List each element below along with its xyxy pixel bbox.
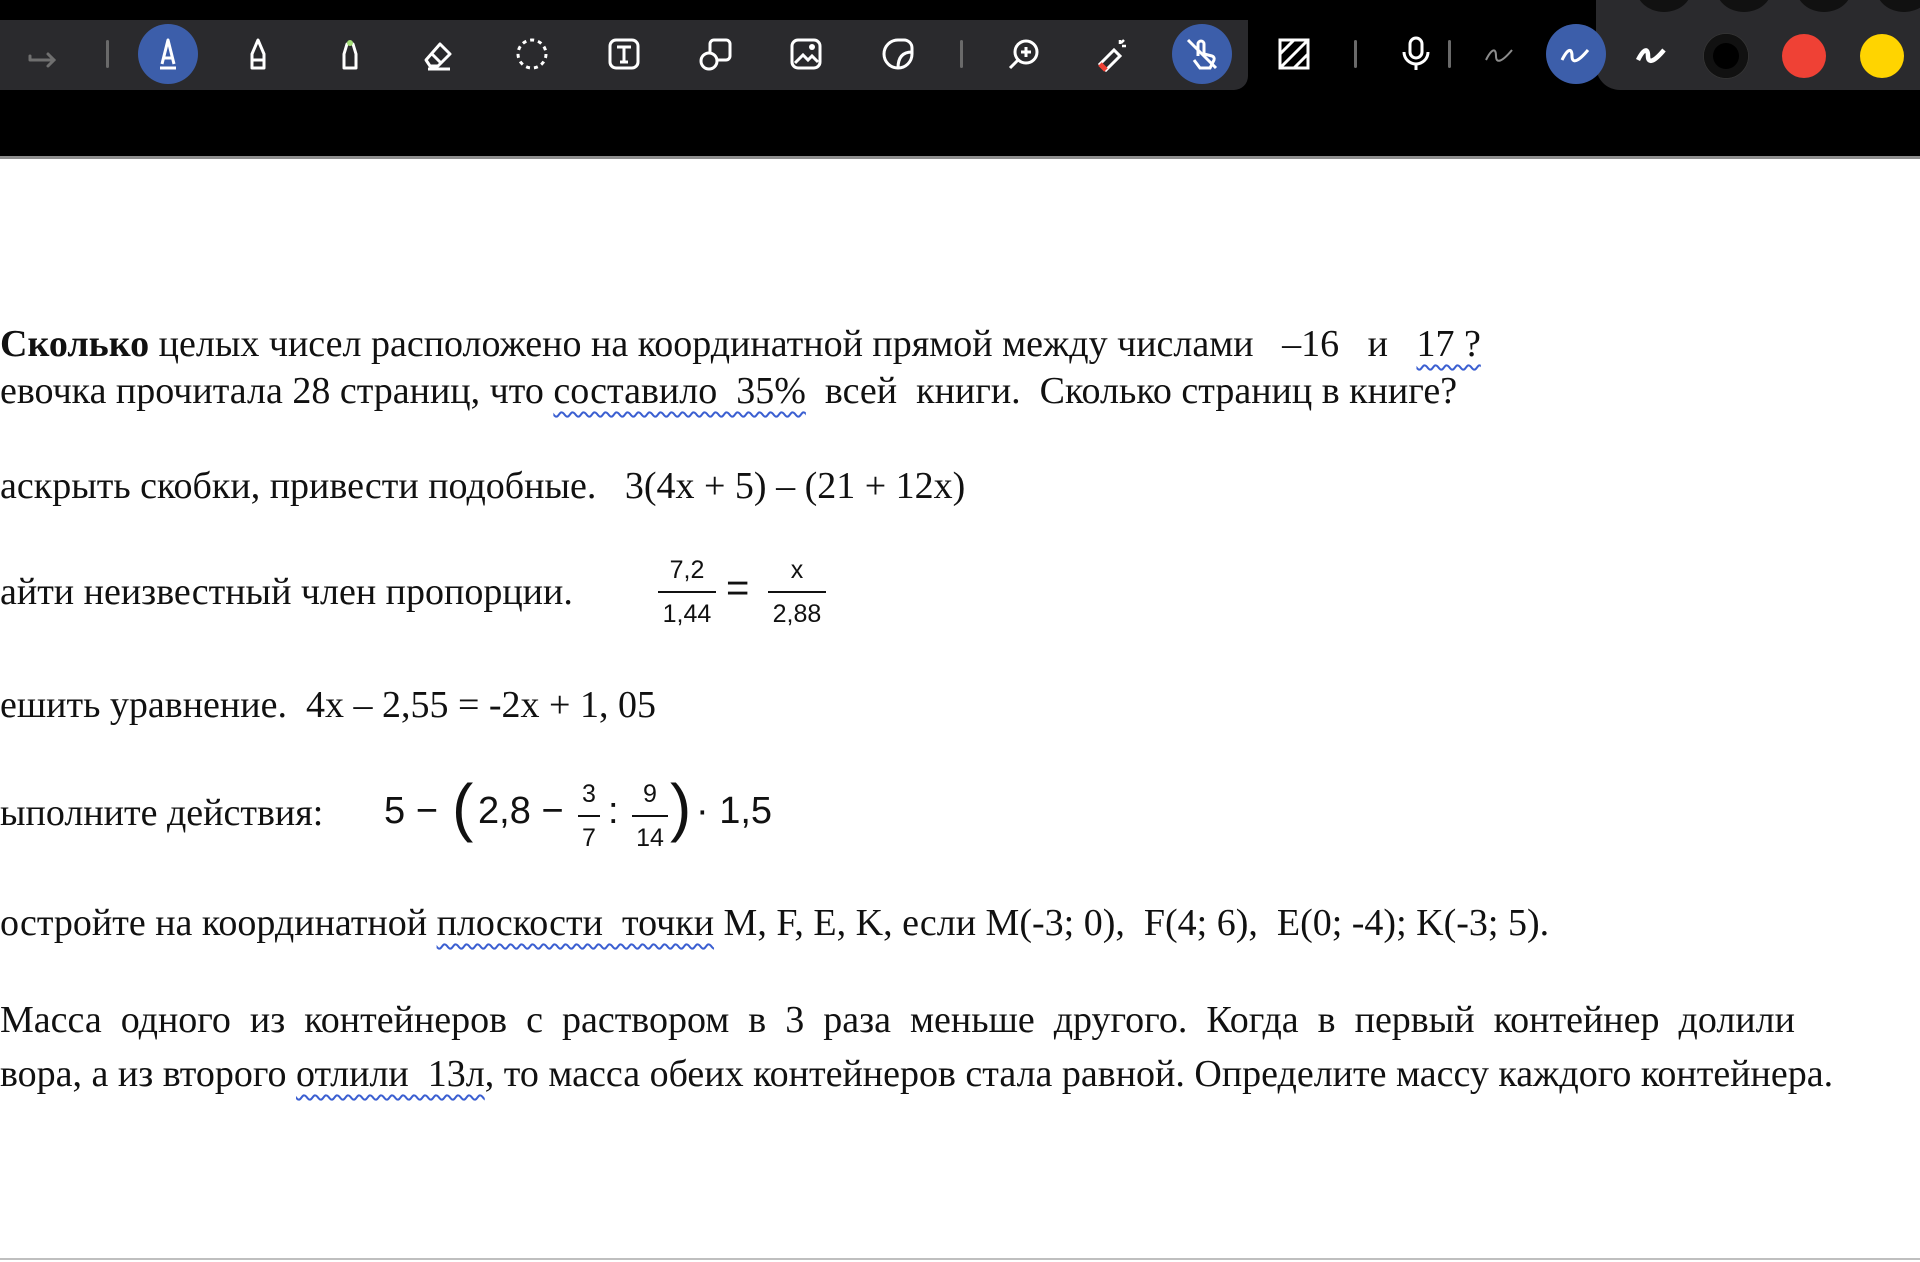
medium-stroke-icon[interactable] <box>1546 24 1606 84</box>
numerator: 3 <box>582 780 596 808</box>
lasso-select-icon[interactable] <box>502 24 562 84</box>
task-text: , то масса обеих контейнеров стала равной. Определите массу каждого контейнера. <box>484 1053 1834 1095</box>
page-bottom-border <box>0 1258 1920 1260</box>
numerator: x <box>790 556 804 584</box>
task-text: вора, а из второго <box>0 1053 297 1095</box>
proportion-right-fraction <box>768 556 826 628</box>
touch-draw-off-icon[interactable] <box>1172 24 1232 84</box>
fraction-bar <box>578 815 600 817</box>
spellcheck-underlined-text: 17 ? <box>1416 323 1481 365</box>
fraction-bar <box>658 591 716 593</box>
proportion-left-fraction <box>658 556 716 628</box>
task-coordinate-points <box>0 901 1549 945</box>
hidden-control[interactable] <box>1876 0 1920 12</box>
microphone-icon[interactable] <box>1386 24 1446 84</box>
task-text: целых чисел расположено на координатной прямой между числами –16 и <box>149 323 1417 365</box>
math-tail: · 1,5 <box>696 790 773 832</box>
laser-pointer-icon[interactable] <box>1080 24 1140 84</box>
thick-stroke-icon[interactable] <box>1622 24 1682 84</box>
hidden-control[interactable] <box>1636 0 1692 12</box>
image-icon[interactable] <box>776 24 836 84</box>
text-box-icon[interactable] <box>594 24 654 84</box>
task-expand-brackets: аскрыть скобки, привести подобные. 3(4x + 5) – (21 + 12x) <box>0 465 966 507</box>
color-red-swatch[interactable] <box>1782 34 1826 78</box>
redo-icon[interactable] <box>14 24 74 84</box>
spellcheck-underlined-text: составило 35% <box>553 370 806 412</box>
task-compute-actions: ыполните действия: <box>0 792 324 834</box>
division-colon: : <box>608 790 619 832</box>
toolbar-divider <box>106 40 109 68</box>
annotation-toolbar <box>0 0 1920 158</box>
color-black-swatch[interactable] <box>1704 34 1748 78</box>
denominator: 7 <box>582 824 596 852</box>
eraser-icon[interactable] <box>408 24 468 84</box>
spellcheck-underlined-text: отлили 13л <box>296 1053 485 1095</box>
fraction-nine-fourteenths <box>632 780 668 852</box>
hidden-control[interactable] <box>1716 0 1772 12</box>
task-bold-word: Сколько <box>0 323 150 365</box>
task-text: евочка прочитала 28 страниц, что <box>0 370 554 412</box>
hatch-pattern-icon[interactable] <box>1264 24 1324 84</box>
highlighter-icon[interactable] <box>320 24 380 84</box>
fraction-bar <box>632 815 668 817</box>
paren-close: ) <box>670 771 692 843</box>
paren-open: ( <box>452 771 474 843</box>
fraction-three-sevenths <box>578 780 600 852</box>
task-integers-count <box>0 322 1481 366</box>
task-solve-equation: ешить уравнение. 4x – 2,55 = -2x + 1, 05 <box>0 684 656 726</box>
sticker-icon[interactable] <box>868 24 928 84</box>
denominator: 1,44 <box>662 600 712 628</box>
toolbar-divider-line <box>0 156 1920 159</box>
color-yellow-swatch[interactable] <box>1860 34 1904 78</box>
shapes-icon[interactable] <box>686 24 746 84</box>
task-containers-line1: Масса одного из контейнеров с раствором в 3 раза меньше другого. Когда в первый контейнер долили <box>0 999 1795 1041</box>
denominator: 2,88 <box>772 600 822 628</box>
toolbar-divider <box>1448 40 1451 68</box>
hidden-control[interactable] <box>1796 0 1852 12</box>
task-book-pages <box>0 369 1457 413</box>
equals-sign: = <box>726 566 750 610</box>
numerator: 9 <box>643 780 657 808</box>
thin-stroke-icon[interactable] <box>1470 24 1530 84</box>
task-text: остройте на координатной <box>0 902 437 944</box>
task-text: всей книги. Сколько страниц в книге? <box>805 370 1458 412</box>
marker-icon[interactable] <box>228 24 288 84</box>
task-containers-line2 <box>0 1052 1833 1096</box>
numerator: 7,2 <box>669 556 705 584</box>
spellcheck-underlined-text: плоскости точки <box>436 902 715 944</box>
fraction-bar <box>768 591 826 593</box>
zoom-in-icon[interactable] <box>994 24 1054 84</box>
toolbar-divider <box>960 40 963 68</box>
math-term: 2,8 − <box>478 790 564 832</box>
pen-icon[interactable] <box>138 24 198 84</box>
denominator: 14 <box>636 824 664 852</box>
toolbar-divider <box>1354 40 1357 68</box>
math-lead: 5 − <box>384 790 438 832</box>
task-text: M, F, E, K, если M(-3; 0), F(4; 6), E(0; -4); K(-3; 5). <box>714 902 1550 944</box>
task-proportion: айти неизвестный член пропорции. <box>0 571 573 613</box>
